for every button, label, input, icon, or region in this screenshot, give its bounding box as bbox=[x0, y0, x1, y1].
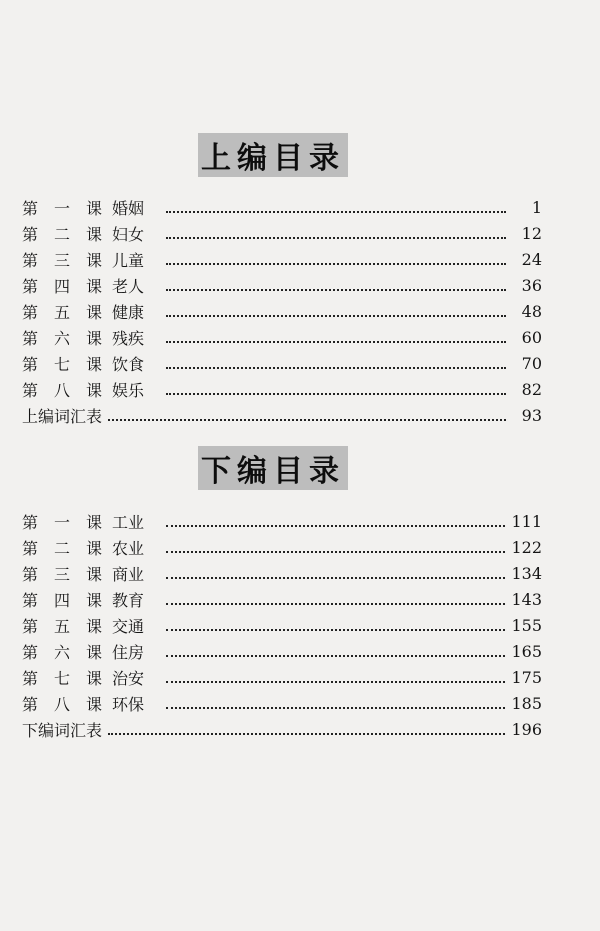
lesson-number bbox=[22, 274, 112, 297]
lesson-ordinal: 四 bbox=[53, 590, 70, 610]
lesson-title: 饮食 bbox=[112, 354, 145, 374]
lesson-unit: 课 bbox=[85, 276, 102, 296]
lesson-ordinal: 七 bbox=[53, 354, 70, 374]
lesson-unit: 课 bbox=[85, 380, 102, 400]
lesson-prefix: 第 bbox=[22, 250, 39, 270]
lower-toc-heading: 下编目录 bbox=[198, 446, 348, 490]
toc-entry[interactable] bbox=[22, 194, 542, 220]
lesson-ordinal: 一 bbox=[53, 512, 70, 532]
page-number: 111 bbox=[511, 511, 542, 531]
lesson-unit: 课 bbox=[85, 198, 102, 218]
page-number: 155 bbox=[511, 615, 542, 635]
page-number: 165 bbox=[511, 641, 542, 661]
lesson-prefix: 第 bbox=[22, 302, 39, 322]
lesson-prefix: 第 bbox=[22, 538, 39, 558]
toc-entry[interactable] bbox=[22, 350, 542, 376]
lesson-title: 儿童 bbox=[112, 250, 145, 270]
toc-entry[interactable] bbox=[22, 612, 542, 638]
lesson-prefix: 第 bbox=[22, 616, 39, 636]
dot-leader bbox=[166, 261, 506, 265]
lesson-prefix: 第 bbox=[22, 694, 39, 714]
glossary-entry[interactable] bbox=[22, 402, 542, 428]
lesson-number bbox=[22, 510, 112, 533]
page-number: 134 bbox=[511, 563, 542, 583]
lesson-title: 工业 bbox=[112, 512, 145, 532]
lesson-unit: 课 bbox=[85, 224, 102, 244]
lesson-number bbox=[22, 378, 112, 401]
lesson-unit: 课 bbox=[85, 302, 102, 322]
lesson-number bbox=[22, 352, 112, 375]
dot-leader bbox=[108, 731, 505, 735]
lesson-unit: 课 bbox=[85, 642, 102, 662]
lesson-prefix: 第 bbox=[22, 380, 39, 400]
lesson-number bbox=[22, 666, 112, 689]
toc-entry[interactable] bbox=[22, 664, 542, 690]
page-number: 70 bbox=[521, 353, 542, 373]
lesson-prefix: 第 bbox=[22, 354, 39, 374]
lesson-ordinal: 八 bbox=[53, 380, 70, 400]
lesson-prefix: 第 bbox=[22, 328, 39, 348]
lesson-ordinal: 七 bbox=[53, 668, 70, 688]
dot-leader bbox=[166, 705, 505, 709]
lesson-number bbox=[22, 222, 112, 245]
lesson-title: 老人 bbox=[112, 276, 145, 296]
page-number: 143 bbox=[511, 589, 542, 609]
lesson-number bbox=[22, 562, 112, 585]
lesson-unit: 课 bbox=[85, 616, 102, 636]
lesson-unit: 课 bbox=[85, 354, 102, 374]
lesson-ordinal: 五 bbox=[53, 302, 70, 322]
lesson-prefix: 第 bbox=[22, 642, 39, 662]
lower-toc-list bbox=[22, 508, 542, 742]
page-number: 122 bbox=[511, 537, 542, 557]
dot-leader bbox=[166, 235, 506, 239]
lesson-unit: 课 bbox=[85, 512, 102, 532]
lesson-prefix: 第 bbox=[22, 276, 39, 296]
toc-entry[interactable] bbox=[22, 560, 542, 586]
lesson-number bbox=[22, 326, 112, 349]
toc-entry[interactable] bbox=[22, 298, 542, 324]
lesson-unit: 课 bbox=[85, 590, 102, 610]
page-number: 60 bbox=[521, 327, 542, 347]
lesson-number bbox=[22, 692, 112, 715]
lesson-title: 商业 bbox=[112, 564, 145, 584]
glossary-title: 上编词汇表 bbox=[22, 406, 103, 426]
lesson-unit: 课 bbox=[85, 328, 102, 348]
toc-entry[interactable] bbox=[22, 324, 542, 350]
glossary-title: 下编词汇表 bbox=[22, 720, 103, 740]
dot-leader bbox=[166, 627, 505, 631]
toc-entry[interactable] bbox=[22, 272, 542, 298]
lesson-number bbox=[22, 588, 112, 611]
lesson-number bbox=[22, 196, 112, 219]
lesson-number bbox=[22, 536, 112, 559]
dot-leader bbox=[166, 209, 506, 213]
dot-leader bbox=[166, 391, 506, 395]
lesson-unit: 课 bbox=[85, 538, 102, 558]
dot-leader bbox=[166, 313, 506, 317]
lesson-unit: 课 bbox=[85, 564, 102, 584]
lesson-title: 娱乐 bbox=[112, 380, 145, 400]
dot-leader bbox=[166, 523, 505, 527]
lesson-unit: 课 bbox=[85, 250, 102, 270]
dot-leader bbox=[166, 575, 505, 579]
lesson-title: 健康 bbox=[112, 302, 145, 322]
page-number: 1 bbox=[531, 197, 542, 217]
lesson-prefix: 第 bbox=[22, 564, 39, 584]
page-number: 196 bbox=[511, 719, 542, 739]
lesson-prefix: 第 bbox=[22, 512, 39, 532]
page-number: 48 bbox=[521, 301, 542, 321]
lesson-prefix: 第 bbox=[22, 198, 39, 218]
lesson-title: 住房 bbox=[112, 642, 145, 662]
page-number: 93 bbox=[521, 405, 542, 425]
lesson-ordinal: 一 bbox=[53, 198, 70, 218]
page-number: 82 bbox=[521, 379, 542, 399]
lesson-prefix: 第 bbox=[22, 590, 39, 610]
lesson-title: 农业 bbox=[112, 538, 145, 558]
dot-leader bbox=[108, 417, 506, 421]
lesson-ordinal: 二 bbox=[53, 538, 70, 558]
lesson-prefix: 第 bbox=[22, 668, 39, 688]
toc-entry[interactable] bbox=[22, 220, 542, 246]
glossary-entry[interactable] bbox=[22, 716, 542, 742]
toc-entry[interactable] bbox=[22, 246, 542, 272]
dot-leader bbox=[166, 339, 506, 343]
lesson-title: 治安 bbox=[112, 668, 145, 688]
dot-leader bbox=[166, 679, 505, 683]
upper-toc-list bbox=[22, 194, 542, 428]
lesson-ordinal: 八 bbox=[53, 694, 70, 714]
dot-leader bbox=[166, 365, 506, 369]
upper-toc-heading: 上编目录 bbox=[198, 133, 348, 177]
toc-entry[interactable] bbox=[22, 586, 542, 612]
toc-entry[interactable] bbox=[22, 638, 542, 664]
dot-leader bbox=[166, 601, 505, 605]
lesson-ordinal: 六 bbox=[53, 328, 70, 348]
lesson-title: 教育 bbox=[112, 590, 145, 610]
dot-leader bbox=[166, 549, 505, 553]
lesson-number bbox=[22, 300, 112, 323]
lesson-number bbox=[22, 614, 112, 637]
lesson-unit: 课 bbox=[85, 694, 102, 714]
lesson-prefix: 第 bbox=[22, 224, 39, 244]
toc-entry[interactable] bbox=[22, 534, 542, 560]
lesson-unit: 课 bbox=[85, 668, 102, 688]
toc-entry[interactable] bbox=[22, 508, 542, 534]
lesson-ordinal: 五 bbox=[53, 616, 70, 636]
lesson-title: 环保 bbox=[112, 694, 145, 714]
page-number: 24 bbox=[521, 249, 542, 269]
toc-entry[interactable] bbox=[22, 376, 542, 402]
page-number: 36 bbox=[521, 275, 542, 295]
lesson-number bbox=[22, 248, 112, 271]
lesson-ordinal: 三 bbox=[53, 250, 70, 270]
toc-entry[interactable] bbox=[22, 690, 542, 716]
lesson-number bbox=[22, 640, 112, 663]
lesson-ordinal: 二 bbox=[53, 224, 70, 244]
lesson-title: 妇女 bbox=[112, 224, 145, 244]
lesson-title: 残疾 bbox=[112, 328, 145, 348]
lesson-title: 交通 bbox=[112, 616, 145, 636]
dot-leader bbox=[166, 653, 505, 657]
dot-leader bbox=[166, 287, 506, 291]
lesson-title: 婚姻 bbox=[112, 198, 145, 218]
page-number: 12 bbox=[521, 223, 542, 243]
page-number: 175 bbox=[511, 667, 542, 687]
lesson-ordinal: 六 bbox=[53, 642, 70, 662]
lesson-ordinal: 三 bbox=[53, 564, 70, 584]
page-number: 185 bbox=[511, 693, 542, 713]
lesson-ordinal: 四 bbox=[53, 276, 70, 296]
